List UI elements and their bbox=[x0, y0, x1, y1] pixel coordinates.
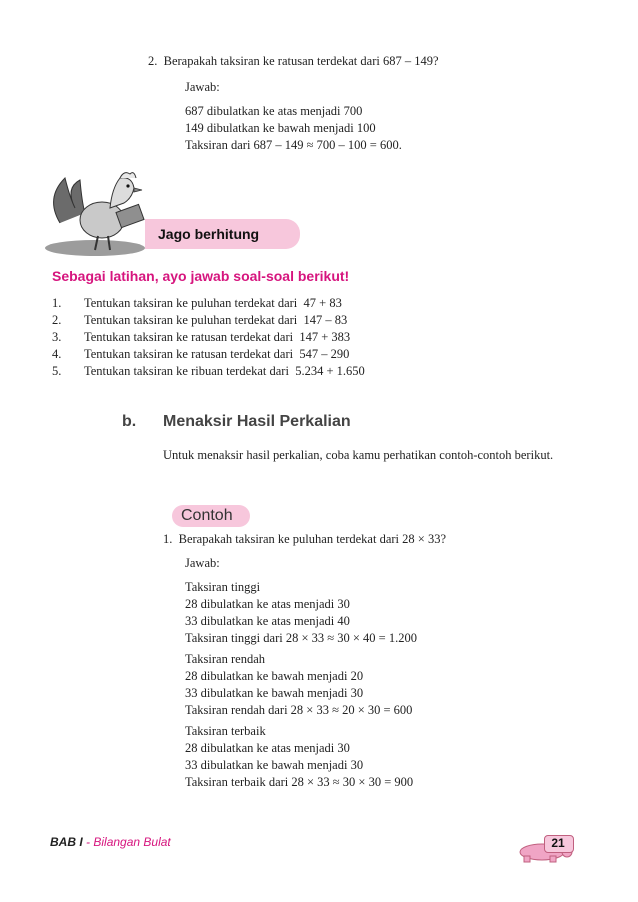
list-item: 3. Tentukan taksiran ke ratusan terdekat dari 147 + 383 bbox=[52, 330, 351, 344]
list-item: 2. Tentukan taksiran ke puluhan terdekat dari 147 – 83 bbox=[52, 313, 348, 327]
banner-title: Jago berhitung bbox=[158, 226, 260, 242]
block-title: Taksiran rendah bbox=[185, 652, 265, 666]
section-intro: Untuk menaksir hasil perkalian, coba kamu perhatikan contoh-contoh berikut. bbox=[163, 448, 554, 462]
working-line: Taksiran rendah dari 28 × 33 ≈ 20 × 30 = 600 bbox=[185, 703, 413, 717]
working-line: Taksiran terbaik dari 28 × 33 ≈ 30 × 30 = 900 bbox=[185, 775, 414, 789]
exercise-instruction: Sebagai latihan, ayo jawab soal-soal berikut! bbox=[52, 268, 350, 284]
working-line: Taksiran dari 687 – 149 ≈ 700 – 100 = 600. bbox=[185, 138, 402, 152]
working-line: 28 dibulatkan ke bawah menjadi 20 bbox=[185, 669, 364, 683]
contoh-label: Contoh bbox=[181, 507, 233, 524]
contoh-question: 1. Berapakah taksiran ke puluhan terdekat dari 28 × 33? bbox=[163, 532, 446, 546]
list-item: 4. Tentukan taksiran ke ratusan terdekat dari 547 – 290 bbox=[52, 347, 350, 361]
section-title: Menaksir Hasil Perkalian bbox=[163, 413, 351, 430]
footer-chapter: BAB I - Bilangan Bulat bbox=[50, 835, 171, 849]
example-2-question: 2. Berapakah taksiran ke ratusan terdekat dari 687 – 149? bbox=[148, 54, 439, 68]
taksiran-tinggi-block bbox=[185, 579, 417, 647]
answer-label: Jawab: bbox=[185, 80, 220, 94]
working-line: 33 dibulatkan ke bawah menjadi 30 bbox=[185, 686, 364, 700]
working-line: 28 dibulatkan ke atas menjadi 30 bbox=[185, 597, 350, 611]
working-line: 687 dibulatkan ke atas menjadi 700 bbox=[185, 104, 363, 118]
block-title: Taksiran terbaik bbox=[185, 724, 266, 738]
block-title: Taksiran tinggi bbox=[185, 580, 261, 594]
taksiran-terbaik-block bbox=[185, 723, 413, 791]
list-item: 5. Tentukan taksiran ke ribuan terdekat dari 5.234 + 1.650 bbox=[52, 364, 365, 378]
working-line: Taksiran tinggi dari 28 × 33 ≈ 30 × 40 = 1.200 bbox=[185, 631, 417, 645]
list-item: 1. Tentukan taksiran ke puluhan terdekat dari 47 + 83 bbox=[52, 296, 342, 310]
rooster-illustration bbox=[40, 168, 160, 258]
page-number: 21 bbox=[551, 836, 565, 850]
section-letter: b. bbox=[122, 413, 137, 430]
working-line: 33 dibulatkan ke atas menjadi 40 bbox=[185, 614, 350, 628]
working-line: 28 dibulatkan ke atas menjadi 30 bbox=[185, 741, 350, 755]
working-line: 149 dibulatkan ke bawah menjadi 100 bbox=[185, 121, 376, 135]
working-line: 33 dibulatkan ke bawah menjadi 30 bbox=[185, 758, 364, 772]
taksiran-rendah-block bbox=[185, 651, 412, 719]
answer-label: Jawab: bbox=[185, 556, 220, 570]
exercise-list bbox=[52, 295, 365, 380]
